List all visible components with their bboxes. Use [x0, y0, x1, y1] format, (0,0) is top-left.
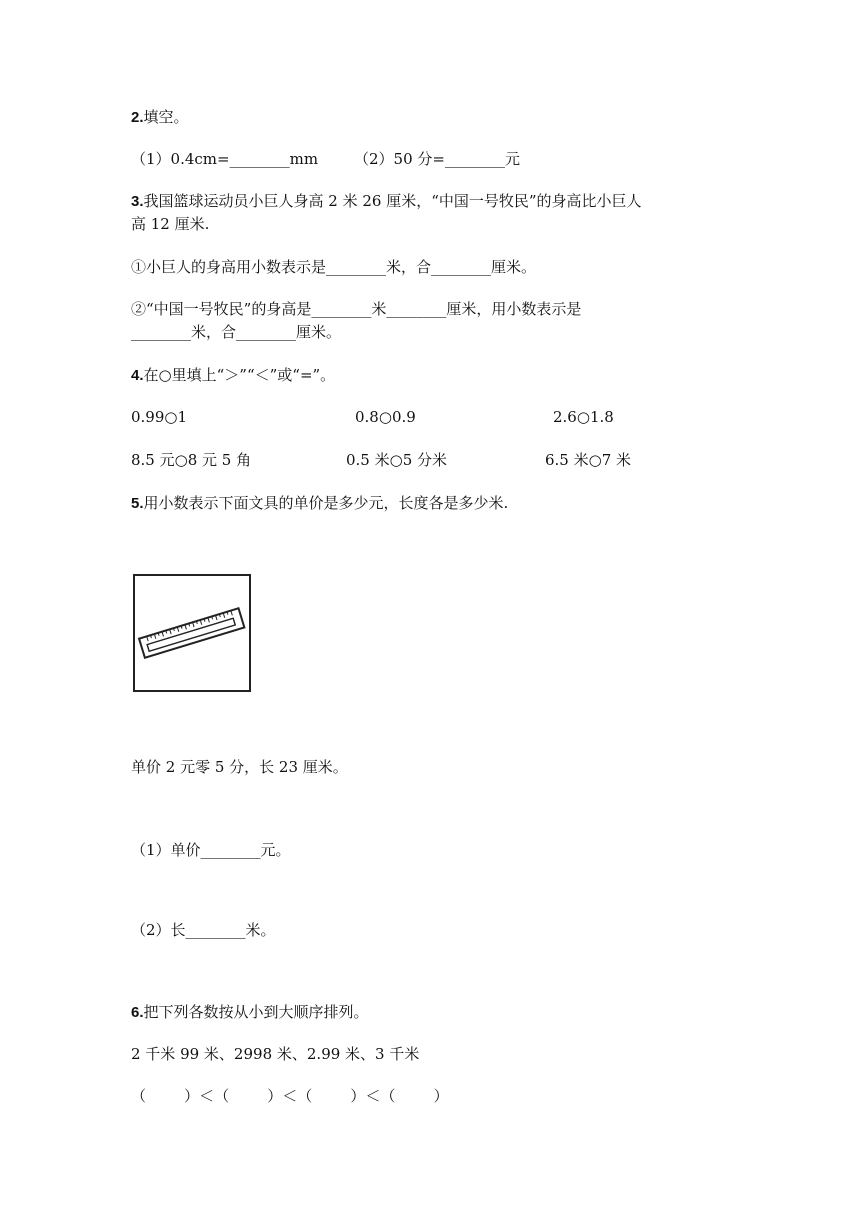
sub-question-2-line-1: ②“中国一号牧民”的身高是________米________厘米，用小数表示是	[131, 300, 582, 318]
compare-item: 6.5 米○7 米	[545, 451, 632, 469]
compare-item: 0.8○0.9	[355, 408, 416, 426]
question-text-line: 高 12 厘米.	[131, 215, 210, 233]
price-length-caption: 单价 2 元零 5 分，长 23 厘米。	[131, 758, 348, 776]
compare-item: 8.5 元○8 元 5 角	[131, 451, 252, 469]
compare-item: 2.6○1.8	[553, 408, 614, 426]
answer-length: （2）长________米。	[131, 921, 276, 939]
question-2-heading	[131, 107, 189, 128]
compare-item: 0.5 米○5 分米	[346, 451, 448, 469]
question-4-heading	[131, 365, 335, 386]
compare-item: 0.99○1	[131, 408, 188, 426]
answer-price: （1）单价________元。	[131, 841, 291, 859]
numbers-list: 2 千米 99 米、2998 米、2.99 米、3 千米	[131, 1045, 420, 1063]
question-title: 填空。	[143, 108, 189, 126]
ruler-image	[133, 574, 251, 692]
sub-question-1: ①小巨人的身高用小数表示是________米，合________厘米。	[131, 258, 537, 276]
question-number: 2.	[131, 109, 144, 126]
ordering-answer-row: （ ）＜（ ）＜（ ）＜（ ）	[131, 1087, 449, 1105]
question-5-heading	[131, 493, 508, 514]
question-title: 在○里填上“＞”“＜”或“=”。	[143, 366, 336, 384]
question-number: 5.	[131, 495, 144, 512]
question-6-heading	[131, 1002, 369, 1023]
fill-blank-item-2: （2）50 分=________元	[354, 150, 520, 168]
ruler-icon	[135, 576, 249, 690]
question-3-heading	[131, 191, 642, 212]
sub-question-2-line-2: ________米，合________厘米。	[131, 323, 342, 341]
question-number: 3.	[131, 193, 144, 210]
question-number: 6.	[131, 1004, 144, 1021]
question-title: 用小数表示下面文具的单价是多少元，长度各是多少米.	[143, 494, 509, 512]
fill-blank-item-1: （1）0.4cm=________mm	[131, 150, 319, 168]
question-number: 4.	[131, 367, 144, 384]
question-text-line: 我国篮球运动员小巨人身高 2 米 26 厘米，“中国一号牧民”的身高比小巨人	[143, 192, 642, 210]
question-title: 把下列各数按从小到大顺序排列。	[143, 1003, 369, 1021]
